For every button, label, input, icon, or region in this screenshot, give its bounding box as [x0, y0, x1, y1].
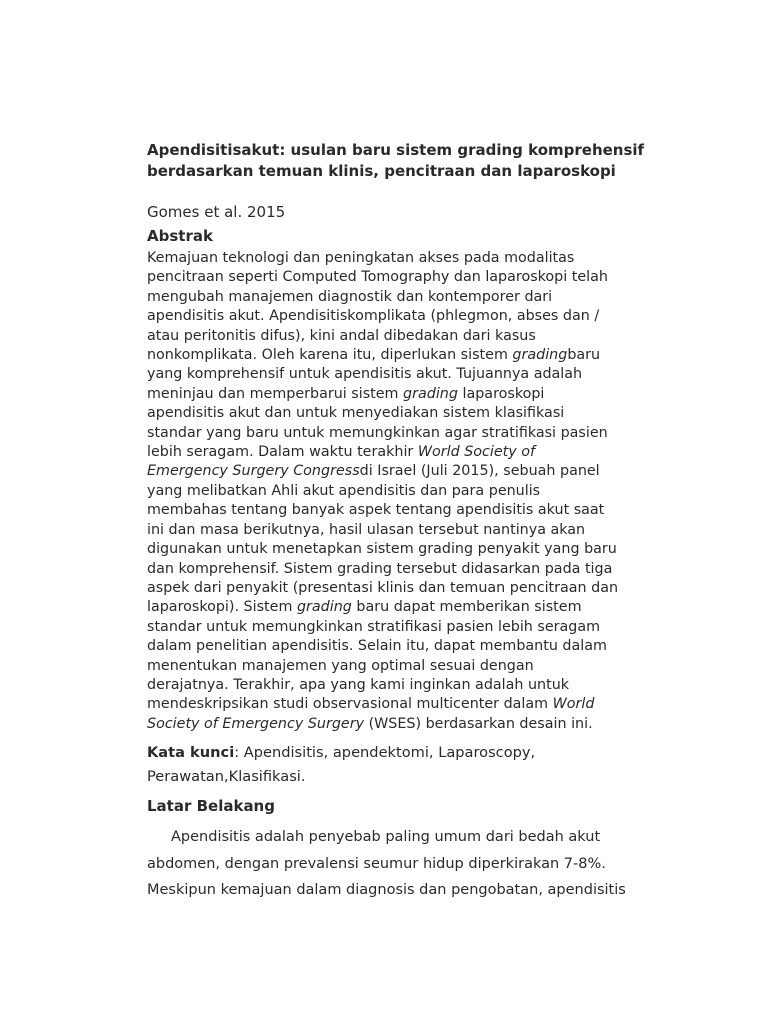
- abstract-line: yang melibatkan Ahli akut apendisitis dan para penulis: [147, 482, 541, 499]
- abstract-line: [147, 715, 663, 734]
- abstract-line: yang komprehensif untuk apendisitis akut. Tujuannya adalah: [147, 366, 583, 383]
- abstract-line: pencitraan seperti Computed Tomography dan laparoskopi telah: [147, 269, 608, 286]
- abstract-text: laparoskopi). Sistem: [147, 599, 297, 616]
- abstract-text: baru dapat memberikan sistem: [351, 599, 582, 616]
- background-heading: Latar Belakang: [147, 797, 275, 815]
- background-line: abdomen, dengan prevalensi seumur hidup diperkirakan 7-8%.: [147, 855, 606, 872]
- abstract-line: standar untuk memungkinkan stratifikasi pasien lebih seragam: [147, 618, 601, 635]
- abstract-text: lebih seragam. Dalam waktu terakhir: [147, 444, 418, 461]
- keywords-text: : Apendisitis, apendektomi, Laparoscopy,: [234, 744, 536, 761]
- abstract-line: digunakan untuk menetapkan sistem grading penyakit yang baru: [147, 541, 617, 558]
- abstract-line: dalam penelitian apendisitis. Selain itu, dapat membantu dalam: [147, 638, 607, 655]
- background-body: [147, 824, 663, 904]
- abstract-line: [147, 462, 663, 481]
- abstract-line: ini dan masa berikutnya, hasil ulasan tersebut nantinya akan: [147, 521, 586, 538]
- keywords: [147, 741, 663, 789]
- emphasis-society: Society of Emergency Surgery: [147, 715, 365, 732]
- paper-authors: Gomes et al. 2015: [147, 203, 286, 221]
- abstract-line: derajatnya. Terakhir, apa yang kami inginkan adalah untuk: [147, 676, 570, 693]
- abstract-text: laparoskopi: [457, 385, 545, 402]
- abstract-text: nonkomplikata. Oleh karena itu, diperlukan sistem: [147, 347, 513, 364]
- emphasis-grading: grading: [512, 347, 568, 364]
- abstract-line: [147, 695, 663, 714]
- abstract-line: atau peritonitis difus), kini andal dibedakan dari kasus: [147, 327, 536, 344]
- abstract-text: di Israel (Juli 2015), sebuah panel: [359, 463, 600, 480]
- abstract-line: dan komprehensif. Sistem grading tersebut didasarkan pada tiga: [147, 560, 613, 577]
- abstract-line: [147, 346, 663, 365]
- abstract-line: [147, 598, 663, 617]
- abstract-text: meninjau dan memperbarui sistem: [147, 385, 404, 402]
- paper-title: Apendisitisakut: usulan baru sistem grading komprehensif berdasarkan temuan klinis, pencitraan dan laparoskopi: [147, 141, 645, 180]
- background-line: Meskipun kemajuan dalam diagnosis dan pengobatan, apendisitis: [147, 882, 626, 898]
- abstract-heading: Abstrak: [147, 227, 213, 245]
- abstract-text: mendeskripsikan studi observasional multicenter dalam: [147, 696, 553, 713]
- abstract-line: standar yang baru untuk memungkinkan agar stratifikasi pasien: [147, 424, 608, 441]
- abstract-line: aspek dari penyakit (presentasi klinis dan temuan pencitraan dan: [147, 579, 619, 596]
- abstract-line: apendisitis akut dan untuk menyediakan sistem klasifikasi: [147, 405, 565, 422]
- background-line: Apendisitis adalah penyebab paling umum dari bedah akut: [171, 829, 601, 845]
- abstract-line: menentukan manajemen yang optimal sesuai dengan: [147, 657, 534, 674]
- abstract-line: [147, 385, 663, 404]
- abstract-line: Kemajuan teknologi dan peningkatan akses pada modalitas: [147, 250, 575, 266]
- abstract-line: apendisitis akut. Apendisitiskomplikata (phlegmon, abses dan /: [147, 308, 600, 325]
- emphasis-congress: Emergency Surgery Congress: [147, 463, 360, 480]
- abstract-body: [147, 249, 663, 734]
- emphasis-grading: grading: [403, 385, 458, 402]
- emphasis-grading: grading: [296, 599, 352, 616]
- keywords-text-2: Perawatan,Klasifikasi.: [147, 768, 306, 785]
- abstract-text: (WSES) berdasarkan desain ini.: [364, 715, 593, 732]
- emphasis-world: World: [552, 696, 595, 713]
- keywords-label: Kata kunci: [147, 744, 235, 761]
- abstract-line: mengubah manajemen diagnostik dan kontemporer dari: [147, 288, 553, 305]
- abstract-line: membahas tentang banyak aspek tentang apendisitis akut saat: [147, 502, 605, 519]
- emphasis-wses: World Society of: [417, 444, 536, 461]
- abstract-line: [147, 443, 663, 462]
- abstract-text: baru: [567, 347, 601, 364]
